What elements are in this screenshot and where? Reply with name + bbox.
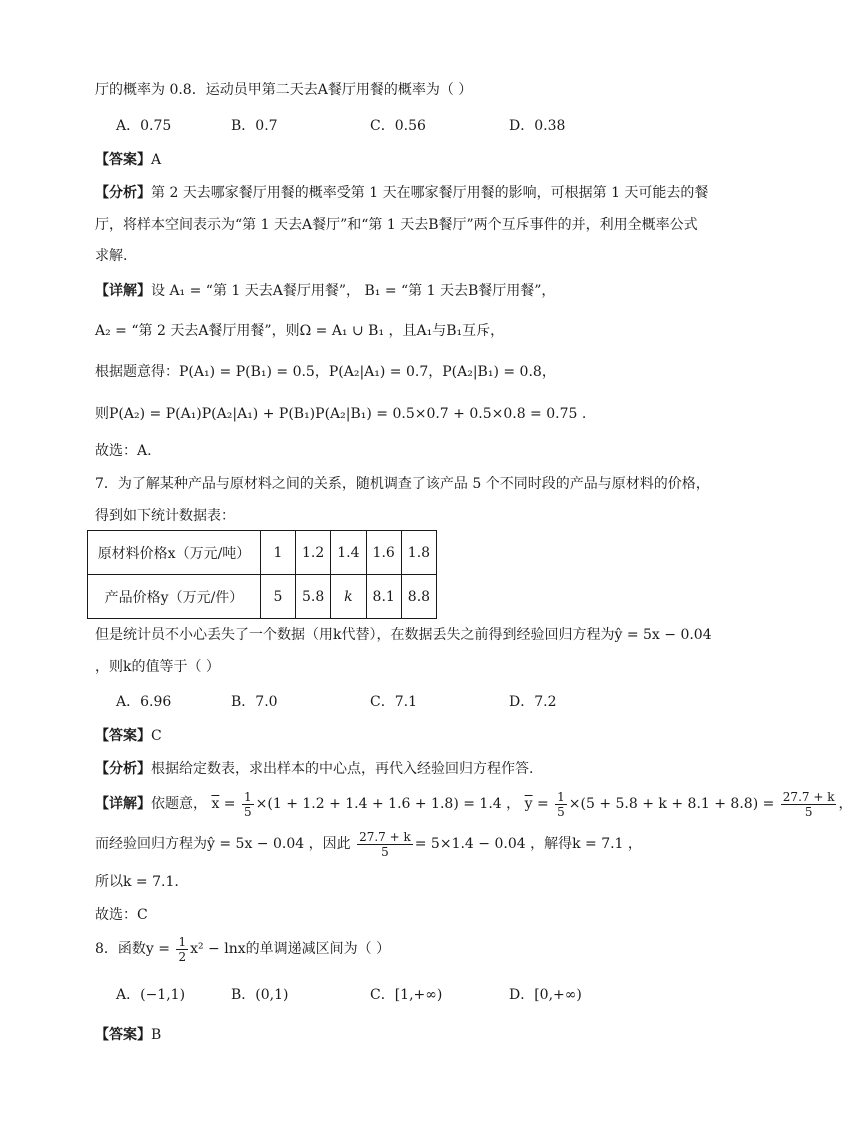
table-cell: k — [331, 575, 366, 619]
answer-value: A — [151, 152, 162, 168]
x-mean-symbol: $\overline{x}$ — [211, 796, 220, 812]
table-cell: 1 — [261, 531, 296, 575]
analysis-tag: 【分析】 — [95, 185, 151, 201]
analysis-tag: 【分析】 — [95, 761, 151, 777]
q6-detail-line-1 — [95, 281, 555, 301]
q6-detail-line-2: A₂ = “第 2 天去A餐厅用餐”，则Ω = A₁ ∪ B₁ ，且A₁与B₁互斥， — [95, 323, 505, 339]
table-cell: 5 — [261, 575, 296, 619]
q7-detail-line-2 — [95, 826, 642, 862]
q7-data-table — [87, 530, 437, 619]
q7-stem-line-2: 得到如下统计数据表： — [95, 508, 235, 524]
detail-text: = 5×1.4 − 0.04 ，解得k = 7.1 ， — [414, 836, 642, 852]
q6-detail-line-4: 则P(A₂) = P(A₁)P(A₂|A₁) + P(B₁)P(A₂|B₁) = 0.5×0.7 + 0.5×0.8 = 0.75 . — [95, 406, 587, 422]
q6-option-d: D．0.38 — [509, 118, 566, 134]
q6-analysis-line-3: 求解. — [95, 248, 128, 264]
detail-tag: 【详解】 — [95, 283, 151, 299]
q7-analysis — [95, 759, 533, 779]
table-cell: 1.8 — [401, 531, 436, 575]
q6-analysis-line-2: 厅，将样本空间表示为“第 1 天去A餐厅”和“第 1 天去B餐厅”两个互斥事件的并，利用全概率公式 — [95, 217, 698, 233]
answer-tag: 【答案】 — [95, 1027, 151, 1043]
x-mean-expression: ×(1 + 1.2 + 1.4 + 1.6 + 1.8) = 1.4 ， — [255, 796, 521, 812]
analysis-text: 根据给定数表，求出样本的中心点，再代入经验回归方程作答. — [151, 761, 534, 777]
q8-option-b: B．(0,1) — [231, 987, 289, 1003]
table-row-label: 原材料价格x（万元/吨） — [88, 531, 261, 575]
table-cell: 8.8 — [401, 575, 436, 619]
q7-option-a: A．6.96 — [116, 694, 172, 710]
q6-stem-tail: 厅的概率为 0.8．运动员甲第二天去A餐厅用餐的概率为（ ） — [95, 82, 473, 98]
table-cell: 5.8 — [296, 575, 331, 619]
detail-tag: 【详解】 — [95, 796, 151, 812]
q7-stem-line-4: ，则k的值等于（ ） — [95, 659, 220, 675]
q8-stem — [95, 931, 390, 967]
fraction-one-fifth: $\frac{1}{5}$ — [244, 789, 252, 819]
q7-option-c: C．7.1 — [370, 694, 417, 710]
fraction-k: $\frac{27.7 + k}{5}$ — [359, 829, 411, 859]
answer-value: C — [151, 728, 162, 744]
table-row — [88, 531, 437, 575]
answer-tag: 【答案】 — [95, 728, 151, 744]
detail-text: 而经验回归方程为ŷ = 5x − 0.04 ，因此 — [95, 836, 351, 852]
q6-detail-line-3: 根据题意得：P(A₁) = P(B₁) = 0.5，P(A₂|A₁) = 0.7，P(A₂|B₁) = 0.8， — [95, 364, 556, 380]
q8-answer — [95, 1025, 161, 1045]
table-cell: 8.1 — [366, 575, 401, 619]
q8-option-c: C．[1,+∞) — [370, 987, 443, 1003]
detail-text: 设 A₁ = “第 1 天去A餐厅用餐”， B₁ = “第 1 天去B餐厅用餐”， — [151, 283, 556, 299]
detail-punct: ， — [838, 796, 852, 812]
answer-tag: 【答案】 — [95, 152, 151, 168]
q7-detail-line-3: 所以k = 7.1. — [95, 874, 179, 890]
table-cell: 1.6 — [366, 531, 401, 575]
table-cell: 1.2 — [296, 531, 331, 575]
table-cell: 1.4 — [331, 531, 366, 575]
table-row-label: 产品价格y（万元/件） — [88, 575, 261, 619]
q8-stem-a: 8．函数y = — [95, 941, 170, 957]
q6-choose: 故选：A. — [95, 443, 152, 459]
q6-option-c: C．0.56 — [370, 118, 426, 134]
answer-value: B — [151, 1027, 162, 1043]
q8-stem-b: x² − lnx的单调递减区间为（ ） — [190, 941, 391, 957]
q7-choose: 故选：C — [95, 907, 148, 923]
q7-stem-line-1: 7．为了解某种产品与原材料之间的关系，随机调查了该产品 5 个不同时段的产品与原材料的价格， — [95, 476, 710, 492]
fraction-k: $\frac{27.7 + k}{5}$ — [782, 789, 835, 819]
q7-detail-line-1: 【详解】依题意， $\overline{x}$ = $\frac{1}{5}$ ×(1 + 1.2 + 1.4 + 1.6 + 1.8) = 1.4 ， $\overline{y}$ = $\frac{1}{5}$ ×(5 + 5.8 + k + 8.1 + 8.8) = $\frac{27.7 + k}{5}$ ， — [95, 789, 852, 819]
q7-option-b: B．7.0 — [231, 694, 278, 710]
q8-option-a: A．(−1,1) — [116, 987, 186, 1003]
fraction-one-half: $\frac{1}{2}$ — [178, 934, 187, 964]
detail-text: 依题意， — [151, 796, 207, 812]
q7-option-d: D．7.2 — [509, 694, 557, 710]
analysis-text: 第 2 天去哪家餐厅用餐的概率受第 1 天在哪家餐厅用餐的影响，可根据第 1 天可能去的餐 — [151, 185, 709, 201]
q7-stem-line-3: 但是统计员不小心丢失了一个数据（用k代替），在数据丢失之前得到经验回归方程为ŷ = 5x − 0.04 — [95, 627, 712, 643]
q6-option-b: B．0.7 — [231, 118, 278, 134]
q6-option-a: A．0.75 — [116, 118, 172, 134]
q6-analysis-line-1 — [95, 183, 708, 203]
y-mean-symbol: $\overline{y}$ — [524, 796, 533, 812]
q6-answer — [95, 150, 161, 170]
y-mean-expression: ×(5 + 5.8 + k + 8.1 + 8.8) = — [568, 796, 775, 812]
q8-option-d: D．[0,+∞) — [509, 987, 582, 1003]
q7-answer — [95, 726, 162, 746]
fraction-one-fifth: $\frac{1}{5}$ — [557, 789, 565, 819]
table-row — [88, 575, 437, 619]
